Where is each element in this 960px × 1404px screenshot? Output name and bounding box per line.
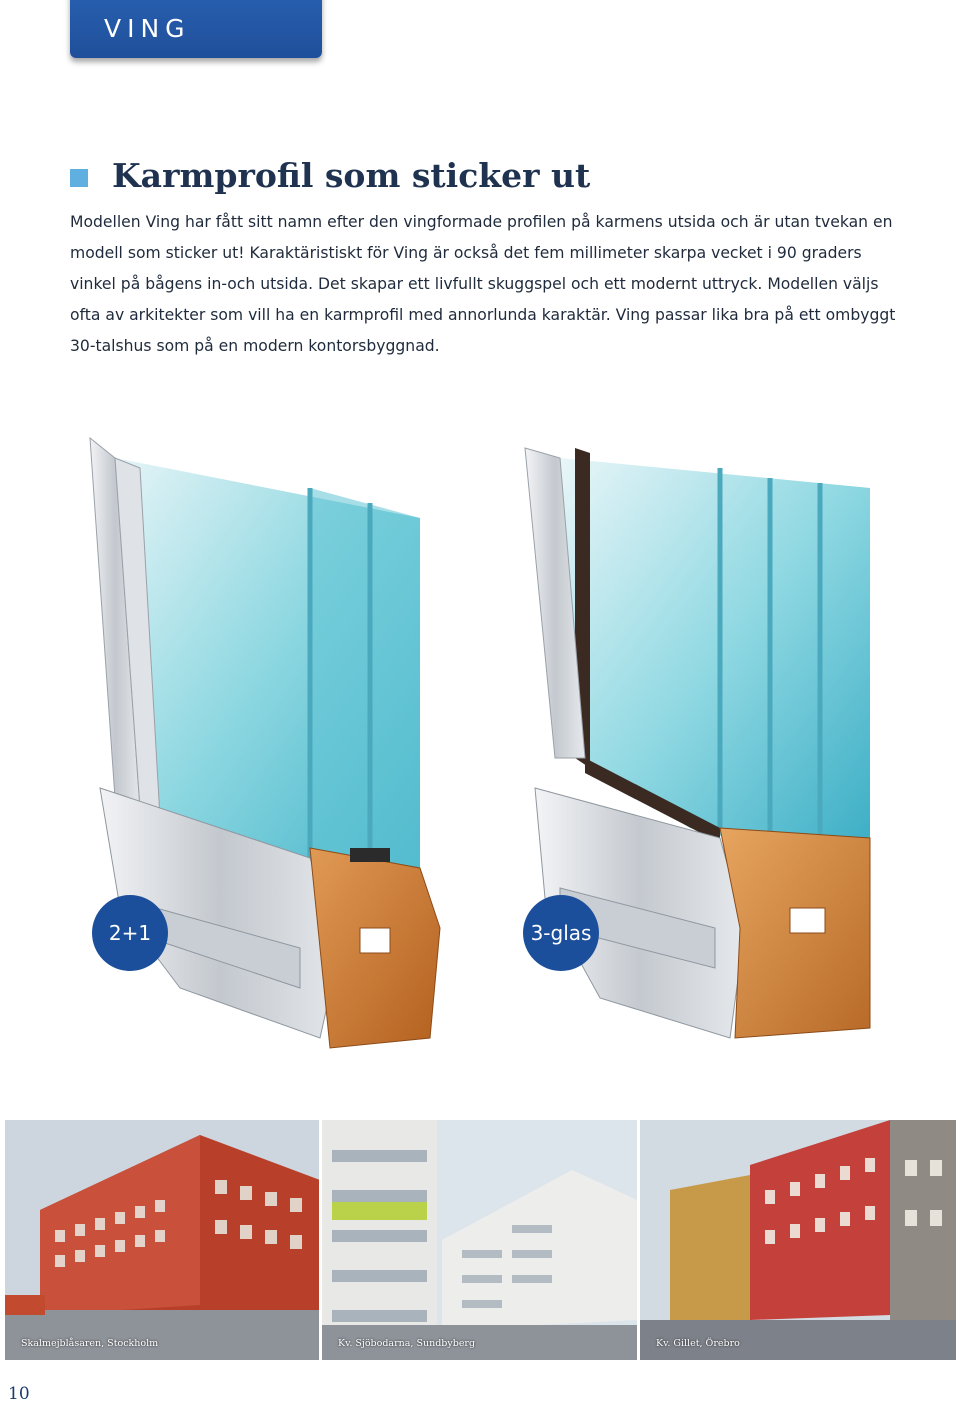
- red-brick-building-photo: [5, 1120, 319, 1360]
- glass-pane-outer: [310, 488, 420, 898]
- white-balcony-building-photo: [322, 1120, 637, 1360]
- profile-badge-3-glas: 3-glas: [523, 895, 599, 971]
- wood-groove: [790, 908, 825, 933]
- section-heading: Karmprofil som sticker ut: [112, 156, 591, 195]
- page-number: 10: [8, 1384, 30, 1404]
- photo-caption: Kv. Sjöbodarna, Sundbyberg: [338, 1338, 476, 1349]
- glass-pane: [560, 458, 870, 868]
- section-body: Modellen Ving har fått sitt namn efter den vingformade profilen på karmens utsida och är utan tvekan en modell som sticker ut! Karaktäristiskt för Ving är också det fem millimeter skarpa vecket i 90 graders vinkel på bågens in-och utsida. Det skapar ett livfullt skuggspel och ett modernt uttryck. Modellen väljs ofta av arkitekter som vill ha en karmprofil med annorlunda karaktär. Ving passar lika bra på ett ombyggt 30-talshus som på en modern kontorsbyggnad.: [70, 213, 896, 355]
- photo-caption: Skalmejblåsaren, Stockholm: [21, 1338, 159, 1349]
- red-street-building-photo: [640, 1120, 956, 1360]
- heading-bullet-icon: [70, 169, 88, 187]
- window-profile-3-glas-illustration: [490, 428, 900, 1078]
- header-title: VING: [104, 14, 191, 43]
- wood-groove: [360, 928, 390, 953]
- profile-badge-2plus1: 2+1: [92, 895, 168, 971]
- photo-sjobodarna: [322, 1120, 637, 1360]
- photo-skalmejblasaren: [5, 1120, 319, 1360]
- seal-strip: [350, 848, 390, 862]
- header-tab: [70, 0, 322, 58]
- photo-gillet: [640, 1120, 956, 1360]
- window-profile-2plus1-illustration: [60, 428, 460, 1078]
- photo-caption: Kv. Gillet, Örebro: [656, 1338, 740, 1349]
